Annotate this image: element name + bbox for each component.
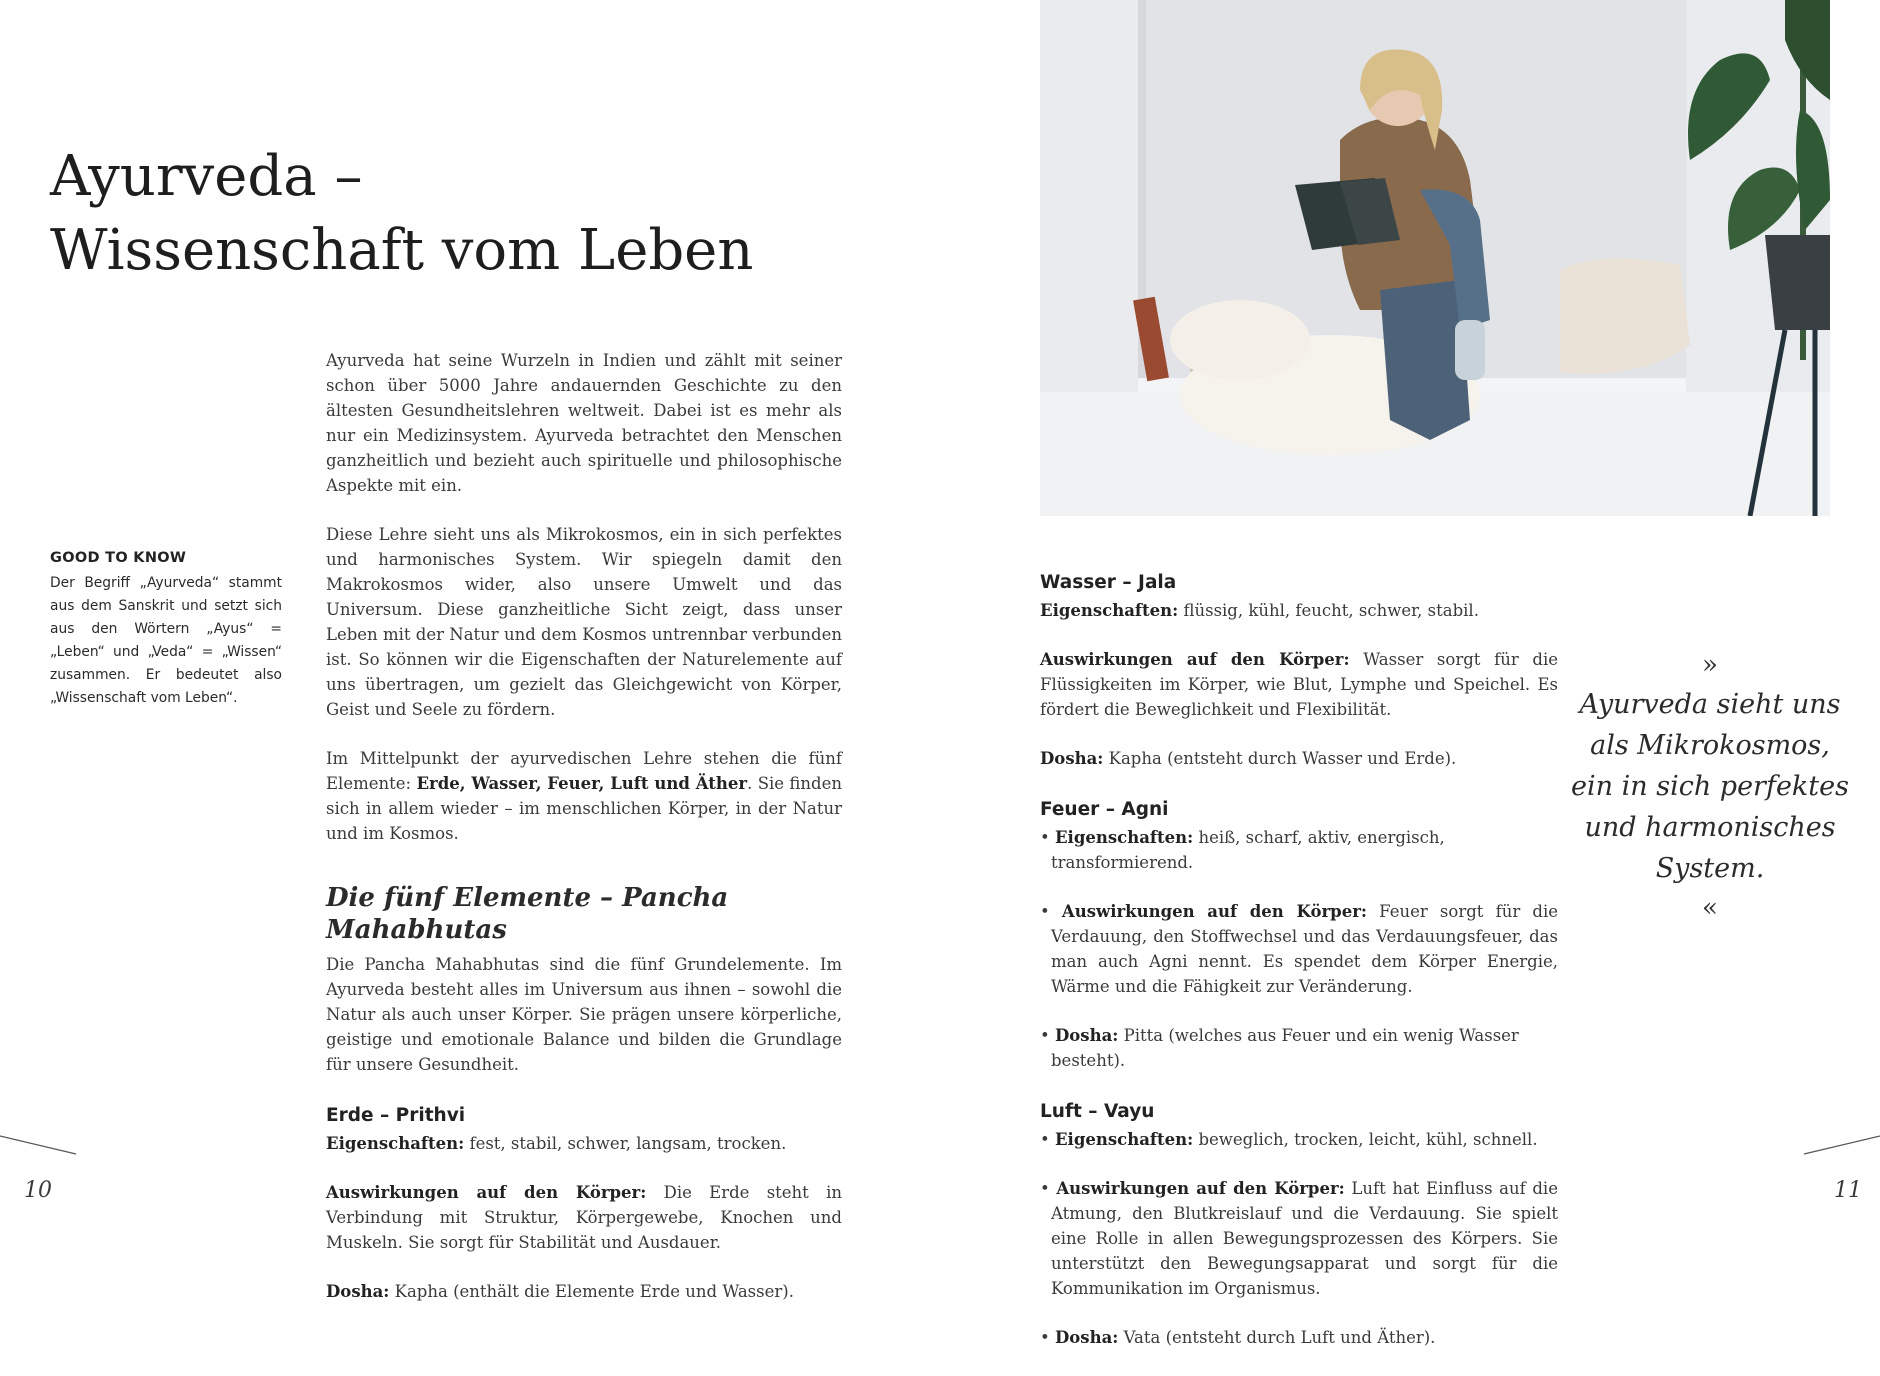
dosha-text: Kapha (enthält die Elemente Erde und Wasser). (389, 1282, 794, 1301)
quote-text (1570, 684, 1850, 889)
right-column (1040, 570, 1558, 1376)
page-number-left: 10 (24, 1178, 52, 1203)
effects-text: Die Erde steht in Verbindung mit Struktur, Körpergewebe, Knochen und Muskeln. Sie sorgt für Stabilität und Ausdauer. (326, 1183, 842, 1252)
properties-text: heiß, scharf, aktiv, energisch, transformierend. (1051, 828, 1445, 872)
title-line-2: Wissenschaft vom Leben (50, 218, 754, 283)
element-properties (1040, 825, 1558, 875)
quote-line: System. (1655, 853, 1765, 884)
dosha-text: Vata (entsteht durch Luft und Äther). (1118, 1328, 1436, 1347)
intro-p3-start: Im Mittelpunkt der ayurvedischen Lehre stehen die fünf Elemente: (326, 749, 842, 793)
element-effects (1040, 899, 1558, 999)
left-corner-line (0, 1130, 80, 1160)
right-corner-line (1800, 1130, 1880, 1160)
good-to-know-heading: GOOD TO KNOW (50, 550, 187, 566)
dosha-text: Pitta (welches aus Feuer und ein wenig Wasser besteht). (1051, 1026, 1519, 1070)
element-properties (1040, 1127, 1558, 1152)
effects-label: Auswirkungen auf den Körper: (1061, 902, 1367, 921)
element-heading: Luft – Vayu (1040, 1101, 1155, 1122)
dosha-label: Dosha: (326, 1282, 390, 1301)
effects-text: Wasser sorgt für die Flüssigkeiten im Körper, wie Blut, Lymphe und Speichel. Es fördert die Beweglichkeit und Flexibilität. (1040, 650, 1558, 719)
element-heading: Feuer – Agni (1040, 799, 1169, 820)
properties-label: Eigenschaften: (1040, 601, 1179, 620)
section-heading: Die fünf Elemente – Pancha Mahabhutas (326, 883, 729, 945)
effects-label: Auswirkungen auf den Körper: (1040, 650, 1350, 669)
element-heading: Wasser – Jala (1040, 572, 1177, 593)
element-effects (1040, 647, 1558, 722)
intro-paragraph-2: Diese Lehre sieht uns als Mikrokosmos, ein in sich perfektes und harmonisches System. Wir spiegeln damit den Makrokosmos wider, also unsere Umwelt und das Universum. Diese ganzheitliche Sicht zeigt, dass unser Leben mit der Natur und dem Kosmos untrennbar verbunden ist. So können wir die Eigenschaften der Naturelemente auf uns übertragen, um gezielt das Gleichgewicht von Körper, Geist und Seele zu fördern. (326, 525, 842, 719)
intro-p3-elements: Erde, Wasser, Feuer, Luft und Äther (416, 774, 748, 793)
dosha-label: Dosha: (1040, 749, 1104, 768)
properties-label: Eigenschaften: (1054, 1130, 1194, 1149)
effects-label: Auswirkungen auf den Körper: (1056, 1179, 1345, 1198)
element-dosha (1040, 1325, 1558, 1350)
left-column (326, 348, 842, 1330)
good-to-know-box (50, 550, 282, 710)
photo-illustration (1040, 0, 1830, 516)
dosha-text: Kapha (entsteht durch Wasser und Erde). (1103, 749, 1457, 768)
element-heading: Erde – Prithvi (326, 1105, 466, 1126)
good-to-know-text: Der Begriff „Ayurveda“ stammt aus dem Sanskrit und setzt sich aus den Wörtern „Ayus“ = „Leben“ und „Veda“ = „Wissen“ zusammen. Er bedeutet also „Wissenschaft vom Leben“. (50, 575, 282, 706)
intro-paragraph-1: Ayurveda hat seine Wurzeln in Indien und zählt mit seiner schon über 5000 Jahre andauernden Geschichte zu den ältesten Gesundheitslehren weltweit. Dabei ist es mehr als nur ein Medizinsystem. Ayurveda betrachtet den Menschen ganzheitlich und bezieht auch spirituelle und philosophische Aspekte mit ein. (326, 351, 842, 495)
effects-text: Feuer sorgt für die Verdauung, den Stoffwechsel und das Verdauungsfeuer, das man auch Agni nennt. Es spendet dem Körper Energie, Wärme und die Fähigkeit zur Veränderung. (1051, 902, 1558, 996)
quote-line: Ayurveda sieht uns (1579, 689, 1841, 720)
intro-p3-end: . Sie finden sich in allem wieder – im menschlichen Körper, in der Natur und im Kosmos. (326, 774, 842, 843)
element-properties (1040, 598, 1558, 623)
element-dosha (1040, 1023, 1558, 1073)
element-erde (326, 1103, 842, 1304)
effects-label: Auswirkungen auf den Körper: (326, 1183, 647, 1202)
properties-text: beweglich, trocken, leicht, kühl, schnell. (1193, 1130, 1538, 1149)
quote-line: als Mikrokosmos, (1590, 730, 1830, 761)
hero-photo (1040, 0, 1830, 516)
title-line-1: Ayurveda – (50, 144, 363, 209)
dosha-label: Dosha: (1054, 1328, 1119, 1347)
dosha-label: Dosha: (1054, 1026, 1119, 1045)
effects-text: Luft hat Einfluss auf die Atmung, den Blutkreislauf und die Verdauung. Sie spielt eine Rolle in allen Bewegungsprozessen des Körpers. Sie unterstützt den Bewegungsapparat und sorgt für die Kommunikation im Organismus. (1051, 1179, 1558, 1298)
element-dosha (326, 1279, 842, 1304)
quote-open-mark: » (1702, 650, 1718, 680)
element-luft (1040, 1099, 1558, 1350)
pull-quote (1570, 650, 1850, 923)
page-number-right: 11 (1834, 1178, 1862, 1203)
properties-label: Eigenschaften: (1054, 828, 1194, 847)
element-feuer (1040, 797, 1558, 1073)
page-title (50, 140, 810, 288)
properties-text: flüssig, kühl, feucht, schwer, stabil. (1178, 601, 1479, 620)
quote-close-mark: « (1702, 893, 1718, 923)
element-dosha (1040, 746, 1558, 771)
quote-line: ein in sich perfektes (1571, 771, 1849, 802)
element-wasser (1040, 570, 1558, 771)
properties-label: Eigenschaften: (326, 1134, 465, 1153)
section-text: Die Pancha Mahabhutas sind die fünf Grundelemente. Im Ayurveda besteht alles im Universum aus ihnen – sowohl die Natur als auch unser Körper. Sie prägen unsere körperliche, geistige und emotionale Balance und bilden die Grundlage für unsere Gesundheit. (326, 955, 842, 1074)
element-properties (326, 1131, 842, 1156)
element-effects (1040, 1176, 1558, 1301)
intro-paragraph-3 (326, 746, 842, 846)
properties-text: fest, stabil, schwer, langsam, trocken. (464, 1134, 787, 1153)
quote-line: und harmonisches (1584, 812, 1836, 843)
